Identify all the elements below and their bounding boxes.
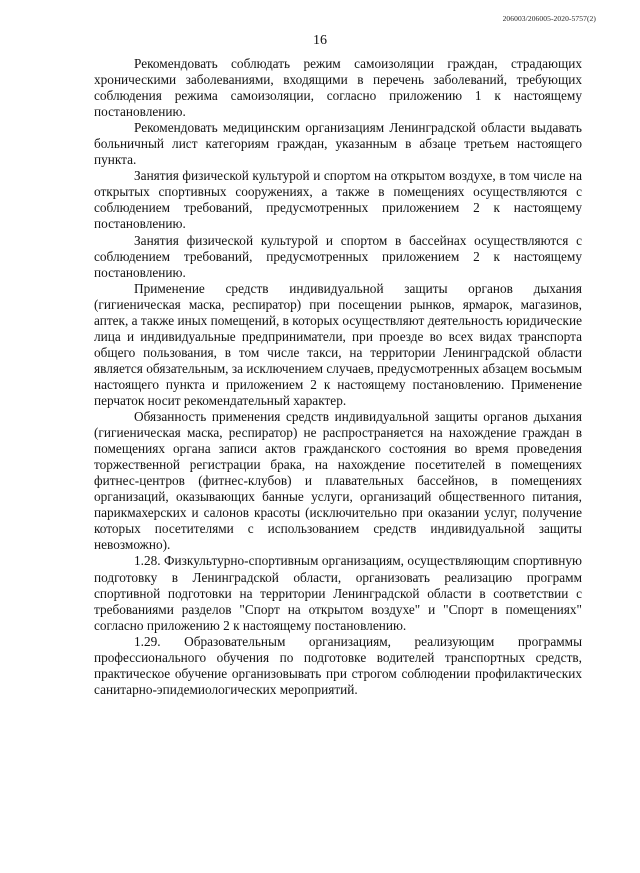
page-number: 16 (313, 33, 327, 48)
paragraph-mask-requirement: Применение средств индивидуальной защиты органов дыхания (гигиеническая маска, респиратор) при посещении рынков, ярмарок, магазинов, аптек, а также иных помещений, в которых осуществляют деятельность юридические лица и индивидуальные предприниматели, при проезде во всех видах транспорта общего пользования, в том числе такси, на территории Ленинградской области является обязательным, за исключением случаев, предусмотренных абзацем восьмым настоящего пункта и приложением 2 к настоящему постановлению. Применение перчаток носит рекомендательный характер. (94, 280, 582, 408)
document-id: 206003/206005-2020-5757(2) (502, 14, 596, 23)
paragraph-1-29: 1.29. Образовательным организациям, реализующим программы профессионального обучения по подготовке водителей транспортных средств, практическое обучение организовывать при строгом соблюдении профилактических санитарно-эпидемиологических мероприятий. (94, 633, 582, 697)
paragraph-outdoor-sport: Занятия физической культурой и спортом на открытом воздухе, в том числе на открытых спортивных сооружениях, а также в помещениях осуществляются с соблюдением требований, предусмотренных приложением 2 к настоящему постановлению. (94, 168, 582, 232)
paragraph-1-28: 1.28. Физкультурно-спортивным организациям, осуществляющим спортивную подготовку в Ленинградской области, организовать реализацию программ спортивной подготовки на территории Ленинградской области в соответствии с требованиями разделов "Спорт на открытом воздухе" и "Спорт в помещениях" согласно приложению 2 к настоящему постановлению. (94, 553, 582, 633)
paragraph-self-isolation: Рекомендовать соблюдать режим самоизоляции граждан, страдающих хроническими заболеваниями, входящими в перечень заболеваний, требующих соблюдения режима самоизоляции, согласно приложению 1 к настоящему постановлению. (94, 56, 582, 120)
paragraph-mask-exceptions: Обязанность применения средств индивидуальной защиты органов дыхания (гигиеническая маска, респиратор) не распространяется на нахождение граждан в помещениях органа записи актов гражданского состояния во время проведения торжественной регистрации брака, на нахождение посетителей в помещениях фитнес-центров (фитнес-клубов) и плавательных бассейнов, в помещениях организаций, оказывающих банные услуги, организаций общественного питания, парикмахерских и салонов красоты (исключительно при оказании услуг, получение которых посетителями с использованием средств индивидуальной защиты невозможно). (94, 409, 582, 553)
document-body (94, 56, 582, 698)
paragraph-pool-sport: Занятия физической культурой и спортом в бассейнах осуществляются с соблюдением требований, предусмотренных приложением 2 к настоящему постановлению. (94, 232, 582, 280)
paragraph-sick-leave: Рекомендовать медицинским организациям Ленинградской области выдавать больничный лист категориям граждан, указанным в абзаце третьем настоящего пункта. (94, 120, 582, 168)
